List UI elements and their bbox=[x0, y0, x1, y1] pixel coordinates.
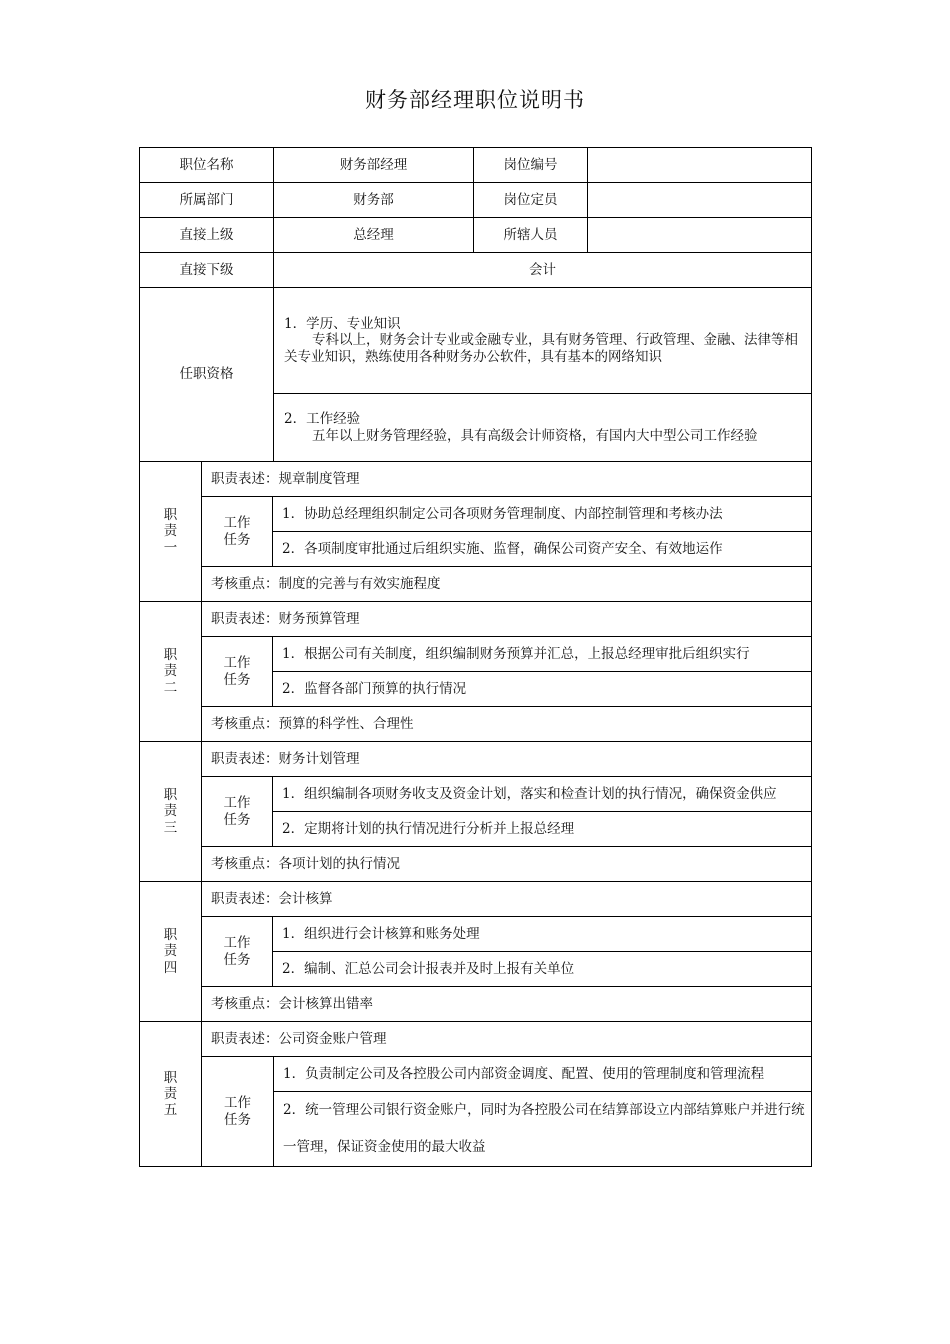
qualification-item1-text: 专科以上，财务会计专业或金融专业，具有财务管理、行政管理、金融、法律等相关专业知识，熟练使用各种财务办公软件，具有基本的网络知识 bbox=[284, 332, 799, 365]
duty-1-task-label: 工作 任务 bbox=[202, 497, 273, 567]
dept-value: 财务部 bbox=[274, 183, 474, 218]
duty-5-label: 职 责 五 bbox=[140, 1022, 202, 1167]
duty-1-task-1: 1．协助总经理组织制定公司各项财务管理制度、内部控制管理和考核办法 bbox=[273, 497, 812, 532]
subordinates-count-label: 所辖人员 bbox=[474, 218, 588, 253]
duty-1-kpi: 考核重点：制度的完善与有效实施程度 bbox=[202, 567, 812, 602]
qualification-experience bbox=[274, 394, 812, 462]
direct-sub-value: 会计 bbox=[274, 253, 812, 288]
qualification-item2-title: 2．工作经验 bbox=[284, 411, 361, 428]
quota-value bbox=[588, 183, 812, 218]
quota-label: 岗位定员 bbox=[474, 183, 588, 218]
duty-5-task-label: 工作 任务 bbox=[202, 1057, 274, 1167]
duty-3-task-2: 2．定期将计划的执行情况进行分析并上报总经理 bbox=[273, 812, 812, 847]
duty-4-desc: 职责表述：会计核算 bbox=[202, 882, 812, 917]
qualification-label: 任职资格 bbox=[140, 288, 274, 462]
duty-2-label: 职 责 二 bbox=[140, 602, 202, 742]
post-no-label: 岗位编号 bbox=[474, 148, 588, 183]
duty-3-kpi: 考核重点：各项计划的执行情况 bbox=[202, 847, 812, 882]
duty-3-label: 职 责 三 bbox=[140, 742, 202, 882]
duty-3-task-1: 1．组织编制各项财务收支及资金计划，落实和检查计划的执行情况，确保资金供应 bbox=[273, 777, 812, 812]
position-name-label: 职位名称 bbox=[140, 148, 274, 183]
qualification-education bbox=[274, 288, 812, 394]
duty-3-desc: 职责表述：财务计划管理 bbox=[202, 742, 812, 777]
duty-2-task-2: 2．监督各部门预算的执行情况 bbox=[273, 672, 812, 707]
superior-value: 总经理 bbox=[274, 218, 474, 253]
duty-3-task-label: 工作 任务 bbox=[202, 777, 273, 847]
duty-4-task-2: 2．编制、汇总公司会计报表并及时上报有关单位 bbox=[273, 952, 812, 987]
page-title: 财务部经理职位说明书 bbox=[365, 88, 585, 112]
duty-5-desc: 职责表述：公司资金账户管理 bbox=[202, 1022, 812, 1057]
duty-4-kpi: 考核重点：会计核算出错率 bbox=[202, 987, 812, 1022]
duty-5-task-2: 2．统一管理公司银行资金账户，同时为各控股公司在结算部设立内部结算账户并进行统一管理，保证资金使用的最大收益 bbox=[274, 1092, 812, 1167]
dept-label: 所属部门 bbox=[140, 183, 274, 218]
duty-2-desc: 职责表述：财务预算管理 bbox=[202, 602, 812, 637]
duty-1-label: 职 责 一 bbox=[140, 462, 202, 602]
duty-4-label: 职 责 四 bbox=[140, 882, 202, 1022]
duty-1-task-2: 2．各项制度审批通过后组织实施、监督，确保公司资产安全、有效地运作 bbox=[273, 532, 812, 567]
superior-label: 直接上级 bbox=[140, 218, 274, 253]
duty-2-kpi: 考核重点：预算的科学性、合理性 bbox=[202, 707, 812, 742]
duty-1-desc: 职责表述：规章制度管理 bbox=[202, 462, 812, 497]
qualification-item2-text: 五年以上财务管理经验，具有高级会计师资格，有国内大中型公司工作经验 bbox=[312, 427, 758, 444]
duty-5-task-1: 1．负责制定公司及各控股公司内部资金调度、配置、使用的管理制度和管理流程 bbox=[274, 1057, 812, 1092]
post-no-value bbox=[588, 148, 812, 183]
duty-2-task-1: 1．根据公司有关制度，组织编制财务预算并汇总，上报总经理审批后组织实行 bbox=[273, 637, 812, 672]
duty-2-task-label: 工作 任务 bbox=[202, 637, 273, 707]
job-description-table bbox=[139, 147, 812, 1167]
duty-4-task-label: 工作 任务 bbox=[202, 917, 273, 987]
duty-4-task-1: 1．组织进行会计核算和账务处理 bbox=[273, 917, 812, 952]
qualification-item1-title: 1．学历、专业知识 bbox=[284, 316, 401, 333]
direct-sub-label: 直接下级 bbox=[140, 253, 274, 288]
position-name-value: 财务部经理 bbox=[274, 148, 474, 183]
subordinates-count-value bbox=[588, 218, 812, 253]
